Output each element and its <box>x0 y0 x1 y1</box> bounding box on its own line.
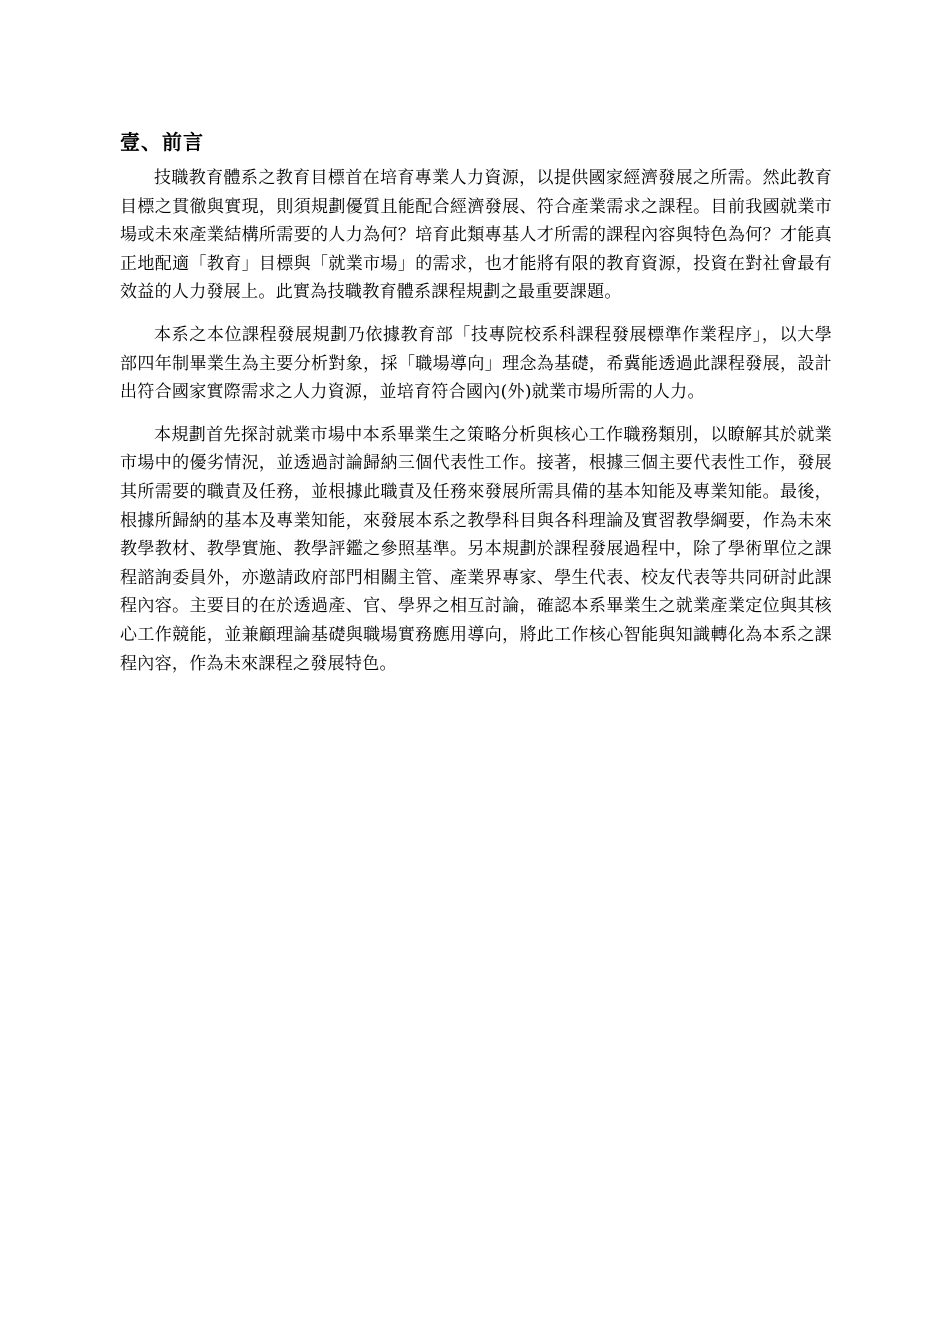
document-page <box>120 128 832 692</box>
paragraph-basis: 本系之本位課程發展規劃乃依據教育部「技專院校系科課程發展標準作業程序」，以大學部四年制畢業生為主要分析對象，採「職場導向」理念為基礎，希冀能透過此課程發展，設計出符合國家實際需求之人力資源，並培育符合國內(外)就業市場所需的人力。 <box>120 324 832 403</box>
section-heading: 壹、前言 <box>120 130 204 154</box>
paragraph-process: 本規劃首先探討就業市場中本系畢業生之策略分析與核心工作職務類別，以瞭解其於就業市場中的優劣情況，並透過討論歸納三個代表性工作。接著，根據三個主要代表性工作，發展其所需要的職責及任務，並根據此職責及任務來發展所需具備的基本知能及專業知能。最後，根據所歸納的基本及專業知能，來發展本系之教學科目與各科理論及實習教學綱要，作為未來教學教材、教學實施、教學評鑑之參照基準。另本規劃於課程發展過程中，除了學術單位之課程諮詢委員外，亦邀請政府部門相關主管、產業界專家、學生代表、校友代表等共同研討此課程內容。主要目的在於透過產、官、學界之相互討論，確認本系畢業生之就業產業定位與其核心工作競能，並兼顧理論基礎與職場實務應用導向，將此工作核心智能與知識轉化為本系之課程內容，作為未來課程之發展特色。 <box>120 424 832 674</box>
paragraph-intro: 技職教育體系之教育目標首在培育專業人力資源，以提供國家經濟發展之所需。然此教育目標之貫徹與實現，則須規劃優質且能配合經濟發展、符合產業需求之課程。目前我國就業市場或未來產業結構所需要的人力為何？培育此類專基人才所需的課程內容與特色為何？才能真正地配適「教育」目標與「就業市場」的需求，也才能將有限的教育資源，投資在對社會最有效益的人力發展上。此實為技職教育體系課程規劃之最重要課題。 <box>120 168 832 303</box>
